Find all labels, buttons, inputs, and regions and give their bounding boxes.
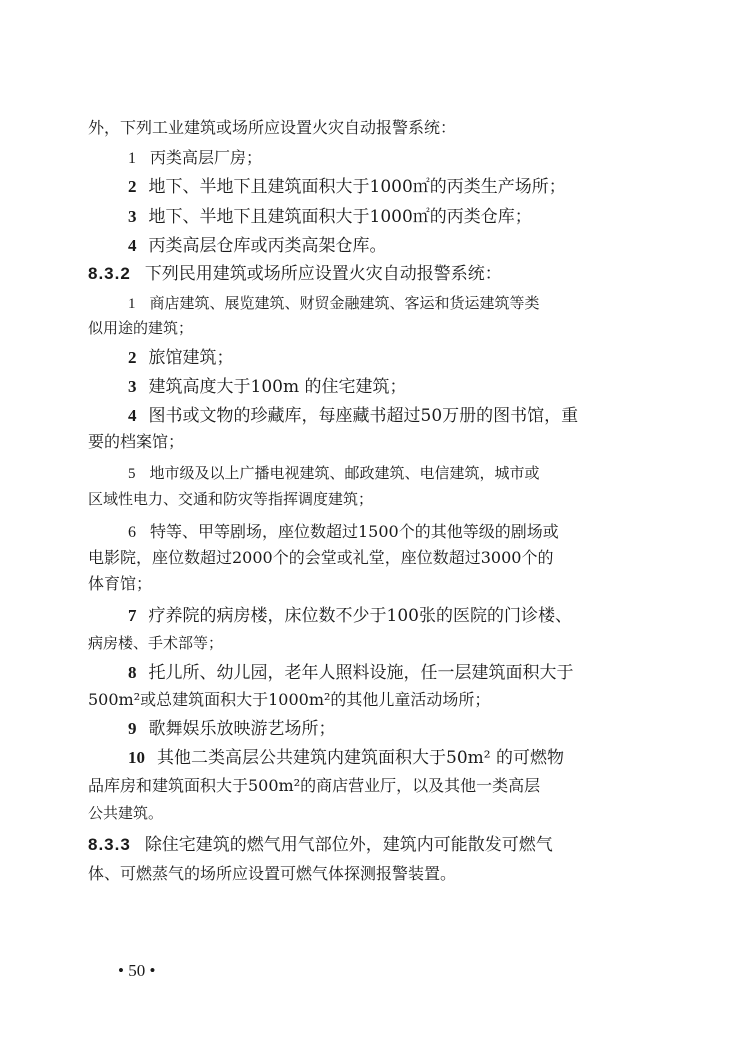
list-item-civil-5 [128,466,540,482]
item-text: 旅馆建筑； [148,348,234,368]
text-line [88,778,540,794]
text-span: 品库房和建筑面积大于500m²的商店营业厅，以及其他一类高层 [88,776,541,795]
section-8-3-3 [88,836,553,854]
item-number: 10 [128,748,145,767]
section-text: 下列民用建筑或场所应设置火灾自动报警系统： [144,264,502,284]
item-number: 3 [128,377,137,396]
list-item-civil-2 [128,349,234,367]
item-text: 图书或文物的珍藏库，每座藏书超过50万册的图书馆，重 [148,406,579,426]
list-item-civil-4 [128,407,578,425]
item-number: 4 [128,236,137,255]
list-item-civil-8 [128,664,574,682]
item-text: 建筑高度大于100m 的住宅建筑； [148,377,407,397]
list-item-industrial-4 [128,237,387,255]
text-span: 500m²或总建筑面积大于1000m²的其他儿童活动场所； [88,690,491,709]
text-span: 区域性电力、交通和防灾等指挥调度建筑； [88,490,374,508]
item-text: 地市级及以上广播电视建筑、邮政建筑、电信建筑，城市或 [149,464,540,482]
text-span: 病房楼、手术部等； [88,634,224,652]
item-number: 2 [128,348,137,367]
item-text: 特等、甲等剧场，座位数超过1500个的其他等级的剧场或 [150,522,559,541]
item-text: 商店建筑、展览建筑、财贸金融建筑、客运和货运建筑等类 [149,294,540,312]
text-line [88,866,456,882]
list-item-civil-7 [128,607,572,625]
section-8-3-2 [88,265,502,283]
item-text: 地下、半地下且建筑面积大于1000㎡的丙类仓库； [148,207,532,227]
text-line [88,120,456,136]
item-text: 歌舞娱乐放映游艺场所； [148,719,336,739]
list-item-civil-6 [128,524,559,541]
page-number: • 50 • [118,961,156,980]
item-number: 5 [128,466,136,482]
item-text: 托儿所、幼儿园，老年人照料设施，任一层建筑面积大于 [148,663,574,683]
text-span: 公共建筑。 [88,804,164,822]
list-item-industrial-3 [128,208,532,226]
text-line [88,434,184,450]
text-line [88,636,223,651]
item-text: 其他二类高层公共建筑内建筑面积大于50m² 的可燃物 [157,748,564,768]
item-number: 2 [128,177,137,196]
item-number: 3 [128,207,137,226]
list-item-industrial-1 [128,150,262,167]
text-span: 体育馆； [88,574,153,593]
item-text: 疗养院的病房楼，床位数不少于100张的医院的门诊楼、 [148,606,572,626]
text-line [88,492,373,507]
section-number: 8.3.3 [88,835,131,854]
item-number: 4 [128,406,137,425]
list-item-civil-3 [128,378,406,396]
text-line [88,550,553,566]
item-text: 丙类高层厂房； [150,148,263,167]
text-line [88,692,490,708]
text-span: 似用途的建筑； [88,319,194,337]
section-text: 除住宅建筑的燃气用气部位外，建筑内可能散发可燃气 [144,835,553,855]
text-span: 要的档案馆； [88,432,185,451]
text-span: 外，下列工业建筑或场所应设置火灾自动报警系统： [88,118,457,137]
text-line [88,321,193,336]
text-line [88,576,152,592]
item-number: 6 [128,524,136,541]
item-number: 1 [128,296,136,312]
list-item-civil-1 [128,296,540,312]
section-number: 8.3.2 [88,264,131,283]
text-line [88,806,163,821]
list-item-civil-9 [128,720,336,738]
item-number: 9 [128,719,137,738]
list-item-industrial-2 [128,178,566,196]
list-item-civil-10 [128,749,564,767]
text-span: 电影院，座位数超过2000个的会堂或礼堂，座位数超过3000个的 [88,548,554,567]
item-text: 地下、半地下且建筑面积大于1000㎡的丙类生产场所； [148,177,566,197]
item-text: 丙类高层仓库或丙类高架仓库。 [148,236,387,256]
item-number: 8 [128,663,137,682]
text-span: 体、可燃蒸气的场所应设置可燃气体探测报警装置。 [88,864,457,883]
item-number: 7 [128,606,137,625]
item-number: 1 [128,150,136,167]
